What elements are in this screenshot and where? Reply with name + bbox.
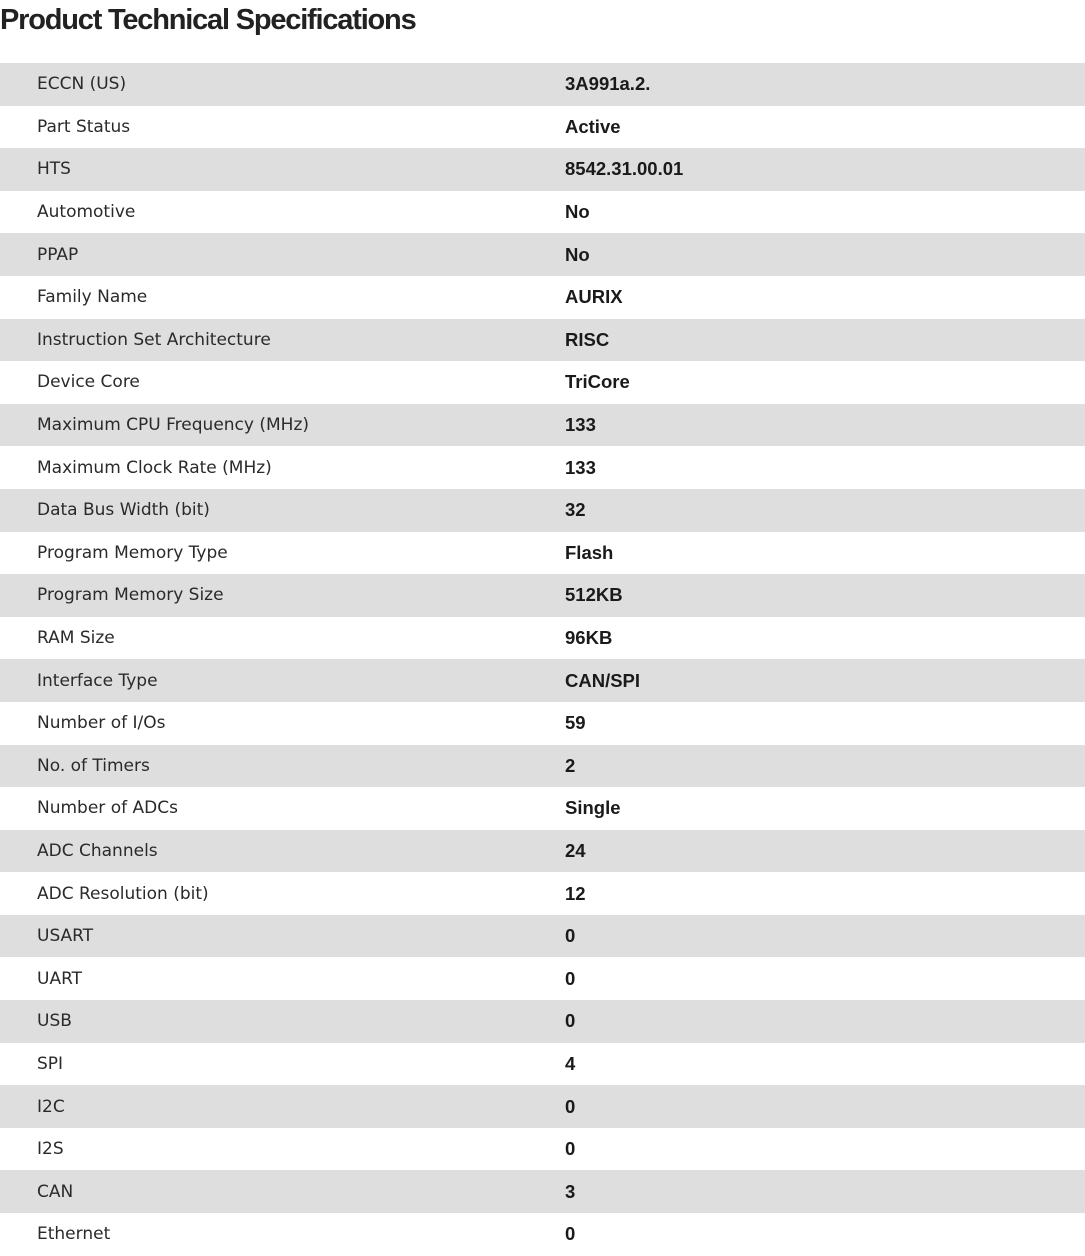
spec-label: Instruction Set Architecture xyxy=(0,319,565,362)
table-row xyxy=(0,745,1085,788)
table-row xyxy=(0,191,1085,234)
spec-value: 2 xyxy=(565,745,1085,788)
spec-label: I2C xyxy=(0,1085,565,1128)
table-row xyxy=(0,404,1085,447)
spec-value: 0 xyxy=(565,915,1085,958)
spec-value: 0 xyxy=(565,957,1085,1000)
spec-value: 4 xyxy=(565,1043,1085,1086)
table-row xyxy=(0,702,1085,745)
table-row xyxy=(0,319,1085,362)
spec-label: Interface Type xyxy=(0,659,565,702)
spec-value: 133 xyxy=(565,404,1085,447)
spec-label: No. of Timers xyxy=(0,745,565,788)
table-row xyxy=(0,1128,1085,1171)
spec-value: 96KB xyxy=(565,617,1085,660)
table-row xyxy=(0,233,1085,276)
spec-value: 3 xyxy=(565,1170,1085,1213)
table-row xyxy=(0,1085,1085,1128)
spec-value: 0 xyxy=(565,1128,1085,1171)
spec-label: ECCN (US) xyxy=(0,63,565,106)
spec-value: 3A991a.2. xyxy=(565,63,1085,106)
table-row xyxy=(0,915,1085,958)
spec-label: Program Memory Size xyxy=(0,574,565,617)
spec-label: CAN xyxy=(0,1170,565,1213)
spec-label: ADC Channels xyxy=(0,830,565,873)
spec-label: Family Name xyxy=(0,276,565,319)
table-row xyxy=(0,957,1085,1000)
spec-label: Ethernet xyxy=(0,1213,565,1256)
spec-value: 133 xyxy=(565,446,1085,489)
table-row xyxy=(0,1213,1085,1256)
table-row xyxy=(0,872,1085,915)
spec-label: I2S xyxy=(0,1128,565,1171)
spec-value: TriCore xyxy=(565,361,1085,404)
table-row xyxy=(0,617,1085,660)
spec-value: Single xyxy=(565,787,1085,830)
table-row xyxy=(0,1000,1085,1043)
table-row xyxy=(0,276,1085,319)
spec-value: 12 xyxy=(565,872,1085,915)
spec-value: Flash xyxy=(565,532,1085,575)
table-row xyxy=(0,659,1085,702)
table-row xyxy=(0,63,1085,106)
spec-label: Maximum CPU Frequency (MHz) xyxy=(0,404,565,447)
spec-label: HTS xyxy=(0,148,565,191)
spec-table-body xyxy=(0,63,1085,1256)
spec-value: 0 xyxy=(565,1000,1085,1043)
page-title: Product Technical Specifications xyxy=(0,4,416,36)
spec-label: ADC Resolution (bit) xyxy=(0,872,565,915)
spec-label: Part Status xyxy=(0,106,565,149)
spec-value: 512KB xyxy=(565,574,1085,617)
table-row xyxy=(0,574,1085,617)
spec-label: RAM Size xyxy=(0,617,565,660)
table-row xyxy=(0,1170,1085,1213)
spec-value: RISC xyxy=(565,319,1085,362)
table-row xyxy=(0,830,1085,873)
table-row xyxy=(0,1043,1085,1086)
spec-value: 32 xyxy=(565,489,1085,532)
table-row xyxy=(0,489,1085,532)
spec-value: 59 xyxy=(565,702,1085,745)
spec-label: Number of ADCs xyxy=(0,787,565,830)
spec-value: AURIX xyxy=(565,276,1085,319)
table-row xyxy=(0,446,1085,489)
spec-value: CAN/SPI xyxy=(565,659,1085,702)
spec-label: Automotive xyxy=(0,191,565,234)
table-row xyxy=(0,106,1085,149)
spec-label: Program Memory Type xyxy=(0,532,565,575)
spec-label: Maximum Clock Rate (MHz) xyxy=(0,446,565,489)
table-row xyxy=(0,787,1085,830)
spec-value: 24 xyxy=(565,830,1085,873)
spec-label: USB xyxy=(0,1000,565,1043)
spec-label: Device Core xyxy=(0,361,565,404)
spec-label: UART xyxy=(0,957,565,1000)
spec-value: Active xyxy=(565,106,1085,149)
spec-value: No xyxy=(565,233,1085,276)
spec-value: 0 xyxy=(565,1085,1085,1128)
spec-value: 8542.31.00.01 xyxy=(565,148,1085,191)
table-row xyxy=(0,148,1085,191)
spec-label: USART xyxy=(0,915,565,958)
spec-table xyxy=(0,63,1085,1256)
spec-label: Data Bus Width (bit) xyxy=(0,489,565,532)
spec-label: PPAP xyxy=(0,233,565,276)
spec-label: Number of I/Os xyxy=(0,702,565,745)
table-row xyxy=(0,361,1085,404)
spec-value: No xyxy=(565,191,1085,234)
table-row xyxy=(0,532,1085,575)
spec-label: SPI xyxy=(0,1043,565,1086)
spec-value: 0 xyxy=(565,1213,1085,1256)
